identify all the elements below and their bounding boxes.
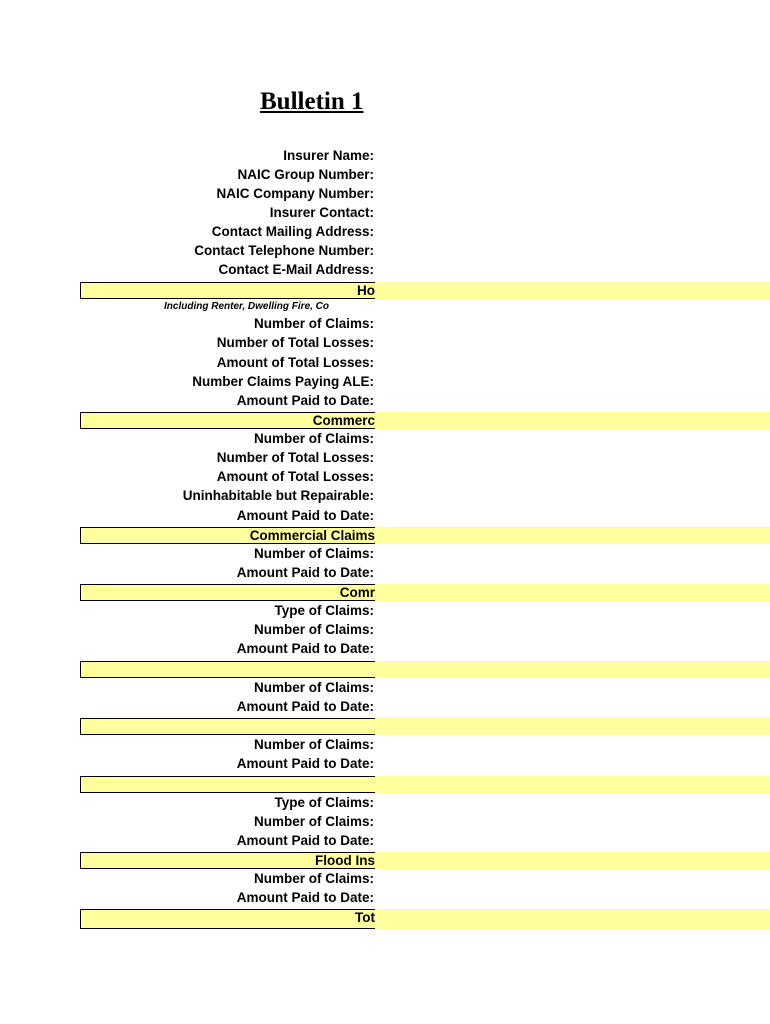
comm-claims-label: Number of Claims: — [253, 622, 374, 637]
comm-header-text: Comr — [339, 585, 375, 600]
commercial-claims-header-text: Commercial Claims — [249, 528, 375, 543]
flood-paid-label: Amount Paid to Date: — [236, 890, 374, 905]
comm-type-label: Type of Claims: — [274, 603, 374, 618]
naic-company-label: NAIC Company Number: — [216, 186, 374, 201]
total-header-text: Tot — [355, 910, 375, 925]
blank-section-header-1 — [80, 661, 770, 678]
homeowners-section-header — [80, 282, 770, 299]
blank-section-header-3 — [80, 776, 770, 793]
blank3-paid-label: Amount Paid to Date: — [236, 833, 374, 848]
insurer-contact-label: Insurer Contact: — [269, 205, 374, 220]
mailing-address-label: Contact Mailing Address: — [211, 224, 374, 239]
commercial-claims-count-label: Number of Claims: — [253, 546, 374, 561]
homeowners-note: Including Renter, Dwelling Fire, Co — [164, 301, 330, 312]
commercial-section-header — [80, 412, 770, 429]
telephone-label: Contact Telephone Number: — [194, 243, 374, 258]
homeowners-paid-label: Amount Paid to Date: — [236, 393, 374, 408]
commercial-claims-label: Number of Claims: — [253, 431, 374, 446]
comm-paid-label: Amount Paid to Date: — [236, 641, 374, 656]
homeowners-amount-losses-label: Amount of Total Losses: — [216, 355, 374, 370]
insurer-name-label: Insurer Name: — [283, 148, 374, 163]
email-label: Contact E-Mail Address: — [218, 262, 374, 277]
naic-group-label: NAIC Group Number: — [237, 167, 374, 182]
flood-header-text: Flood Ins — [315, 853, 375, 868]
blank3-claims-label: Number of Claims: — [253, 814, 374, 829]
flood-claims-label: Number of Claims: — [253, 871, 374, 886]
page-title: Bulletin 1 — [260, 88, 364, 115]
commercial-paid-label: Amount Paid to Date: — [236, 508, 374, 523]
blank2-claims-label: Number of Claims: — [253, 737, 374, 752]
commercial-claims-section-header — [80, 527, 770, 544]
blank3-type-label: Type of Claims: — [274, 795, 374, 810]
homeowners-total-losses-label: Number of Total Losses: — [216, 335, 374, 350]
blank1-claims-label: Number of Claims: — [253, 680, 374, 695]
blank1-paid-label: Amount Paid to Date: — [236, 699, 374, 714]
commercial-amount-losses-label: Amount of Total Losses: — [216, 469, 374, 484]
blank2-paid-label: Amount Paid to Date: — [236, 756, 374, 771]
commercial-uninhabitable-label: Uninhabitable but Repairable: — [182, 488, 374, 503]
flood-section-header — [80, 852, 770, 869]
comm-section-header — [80, 584, 770, 601]
homeowners-header-text: Ho — [357, 283, 375, 298]
commercial-total-losses-label: Number of Total Losses: — [216, 450, 374, 465]
blank-section-header-2 — [80, 718, 770, 735]
commercial-header-text: Commerc — [312, 413, 375, 428]
homeowners-claims-label: Number of Claims: — [253, 316, 374, 331]
commercial-claims-paid-label: Amount Paid to Date: — [236, 565, 374, 580]
total-section-header — [80, 909, 770, 929]
homeowners-ale-label: Number Claims Paying ALE: — [192, 374, 374, 389]
